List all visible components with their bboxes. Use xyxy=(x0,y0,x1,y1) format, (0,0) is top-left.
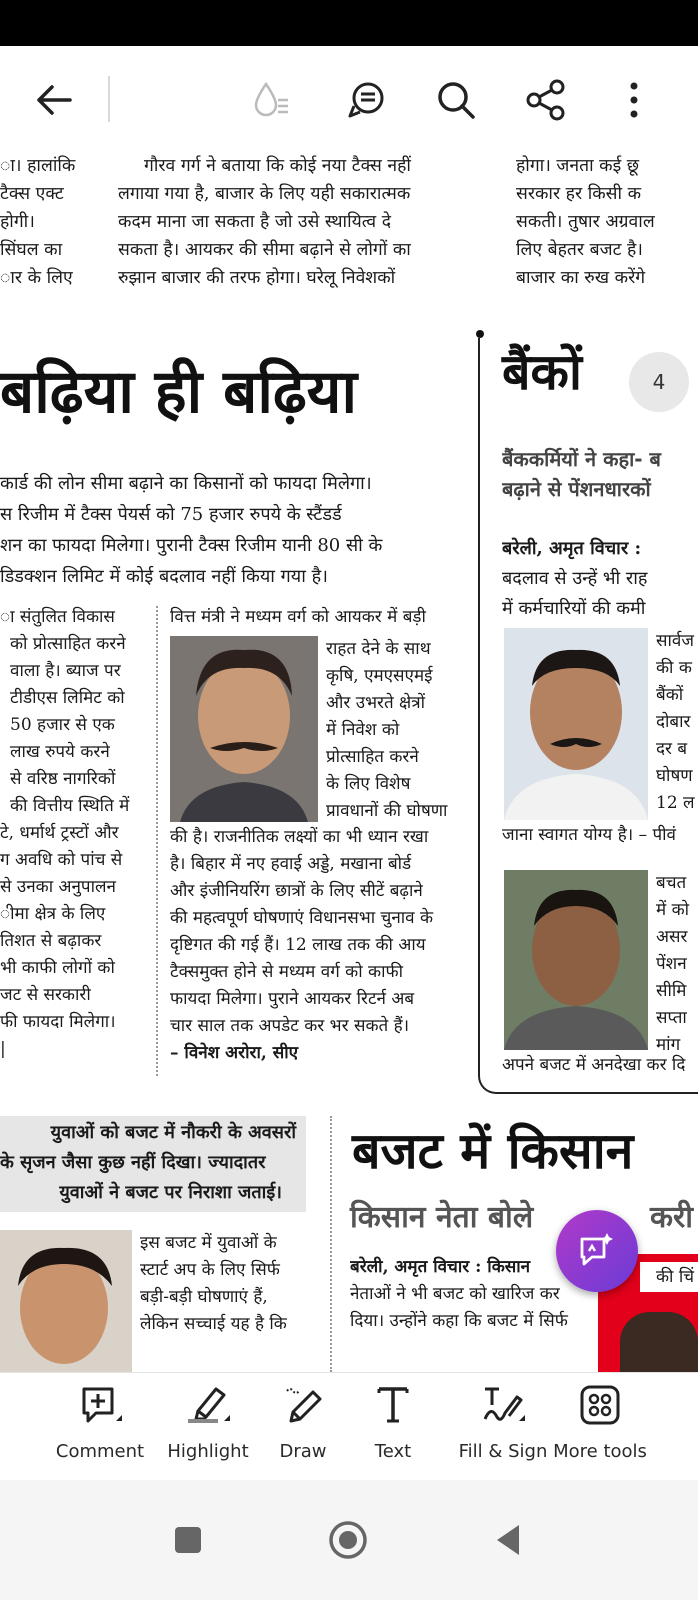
text-line: फी फायदा मिलेगा। xyxy=(0,1012,116,1032)
grid-tools-icon xyxy=(576,1381,624,1429)
text-line: सरकार हर किसी क xyxy=(516,184,642,204)
more-vertical-icon[interactable] xyxy=(610,76,658,124)
text-line: ा संतुलित विकास xyxy=(0,607,115,627)
text-line: ा। हालांकि xyxy=(0,156,76,176)
text-line: ग अवधि को पांच से xyxy=(0,850,123,870)
text-line: सिंघल का xyxy=(0,240,63,260)
text-line: बरेली, अमृत विचार : किसान xyxy=(350,1257,531,1277)
top-toolbar xyxy=(0,46,698,152)
text-line: की है। राजनीतिक लक्ष्यों का भी ध्यान रखा xyxy=(170,827,429,847)
text-line: लगाया गया है, बाजार के लिए यही सकारात्मक xyxy=(118,184,411,204)
text-line: प्रावधानों की घोषणा xyxy=(326,801,448,821)
toolbar-divider xyxy=(108,76,110,122)
text-line: बदलाव से उन्हें भी राह xyxy=(502,568,648,589)
top-column-3 xyxy=(516,152,698,292)
text-line: डिडक्शन लिमिट में कोई बदलाव नहीं किया गया है। xyxy=(0,566,328,587)
text-line: राहत देने के साथ xyxy=(326,639,431,659)
right-side-text-1 xyxy=(656,628,698,817)
text-line: मांग xyxy=(656,1035,681,1055)
text-line: चार साल तक अपडेट कर भर सकते हैं। xyxy=(170,1016,410,1036)
text-line: कार्ड की लोन सीमा बढ़ाने का किसानों को फायदा मिलेगा। xyxy=(0,473,372,494)
pencil-draw-icon xyxy=(279,1381,327,1429)
text-line: लाख रुपये करने xyxy=(10,742,110,762)
text-line: कदम माना जा सकता है जो उसे स्थायित्व दे xyxy=(118,212,391,232)
text-line: रुझान बाजार की तरफ होगा। घरेलू निवेशकों xyxy=(118,268,396,288)
top-column-1 xyxy=(0,152,100,292)
bottom-toolbar xyxy=(0,1372,698,1480)
text-line: बैंकों xyxy=(656,685,684,705)
section-separator xyxy=(478,338,480,1074)
farmer-photo-partial xyxy=(620,1312,698,1372)
farmer-subheading-end: करी xyxy=(650,1200,694,1235)
recent-apps-icon[interactable] xyxy=(158,1510,218,1570)
text-line: तिशत से बढ़ाकर xyxy=(0,931,102,951)
text-line: कृषि, एमएसएमई xyxy=(326,666,433,686)
text-line: 12 ल xyxy=(656,793,695,813)
text-line: टैक्समुक्त होने से मध्यम वर्ग को काफी xyxy=(170,962,404,982)
text-line: इस बजट में युवाओं के xyxy=(140,1233,277,1253)
right-headline: बैंकों xyxy=(502,343,582,401)
text-line: जाना स्वागत योग्य है। – पीवं xyxy=(502,825,676,845)
text-line: फायदा मिलेगा। पुराने आयकर रिटर्न अब xyxy=(170,989,415,1009)
text-line: सीमि xyxy=(656,981,687,1001)
text-line: दृष्टिगत की गई हैं। 12 लाख तक की आय xyxy=(170,935,426,955)
reading-mode-icon[interactable] xyxy=(248,76,296,124)
text-line: को प्रोत्साहित करने xyxy=(10,634,126,654)
arrow-left-icon[interactable] xyxy=(30,76,78,124)
draw-label: Draw xyxy=(279,1441,327,1462)
text-line: बरेली, अमृत विचार : xyxy=(502,538,642,559)
text-line: टे, धर्मार्थ ट्रस्टों और xyxy=(0,823,119,843)
text-line: असर xyxy=(656,927,688,947)
home-icon[interactable] xyxy=(318,1510,378,1570)
text-line: की वित्तीय स्थिति में xyxy=(10,796,130,816)
text-line: टीडीएस लिमिट को xyxy=(10,688,125,708)
system-nav-bar xyxy=(0,1480,698,1600)
comment-tool[interactable] xyxy=(54,1373,146,1481)
person-photo-youth xyxy=(0,1230,132,1372)
text-line: बढ़ाने से पेंशनधारकों xyxy=(502,477,651,501)
main-headline: बढ़िया ही बढ़िया xyxy=(0,357,358,427)
column-divider xyxy=(330,1116,332,1372)
text-line: जट से सरकारी xyxy=(0,985,91,1005)
text-line: युवाओं ने बजट पर निराशा जताई। xyxy=(59,1182,282,1203)
text-line: की महत्वपूर्ण घोषणाएं विधानसभा चुनाव के xyxy=(170,908,434,928)
text-label: Text xyxy=(374,1441,412,1462)
text-tool[interactable] xyxy=(362,1373,424,1481)
text-line: ार के लिए xyxy=(0,268,73,288)
comments-list-icon[interactable] xyxy=(342,76,390,124)
youth-body xyxy=(140,1230,326,1338)
farmer-subheading: किसान नेता बोले xyxy=(350,1200,534,1235)
fill-sign-label: Fill & Sign xyxy=(458,1441,548,1462)
quote-block xyxy=(170,604,470,631)
lead-paragraph xyxy=(0,468,470,592)
text-line: पेंशन xyxy=(656,954,687,974)
text-line: वित्त मंत्री ने मध्यम वर्ग को आयकर में बड़ी xyxy=(170,607,426,627)
text-line: दिया। उन्होंने कहा कि बजट में सिर्फ xyxy=(350,1311,568,1331)
text-line: सप्ता xyxy=(656,1008,687,1028)
text-line: प्रोत्साहित करने xyxy=(326,747,419,767)
person-photo-bank-2 xyxy=(504,870,648,1050)
text-line: होगी। xyxy=(0,212,35,232)
text-line: सकती। तुषार अग्रवाल xyxy=(516,212,655,232)
highlight-tool[interactable] xyxy=(162,1373,254,1481)
right-caption-2 xyxy=(502,1052,698,1079)
text-line: स रिजीम में टैक्स पेयर्स को 75 हजार रुपये के स्टैंडर्ड xyxy=(0,504,342,525)
farmer-side-text: की चिं xyxy=(656,1267,695,1287)
search-icon[interactable] xyxy=(432,76,480,124)
text-line: में कर्मचारियों की कमी xyxy=(502,598,646,619)
person-photo-bank-1 xyxy=(504,628,648,820)
highlighter-icon xyxy=(184,1381,232,1429)
text-line: होगा। जनता कई छू xyxy=(516,156,640,176)
back-icon[interactable] xyxy=(478,1510,538,1570)
right-subheading xyxy=(502,444,698,504)
text-line: सकता है। आयकर की सीमा बढ़ाने से लोगों का xyxy=(118,240,411,260)
text-line: दर ब xyxy=(656,739,688,759)
right-side-text-2 xyxy=(656,870,698,1059)
text-line: सार्वज xyxy=(656,631,694,651)
text-line: युवाओं को बजट में नौकरी के अवसरों xyxy=(50,1122,296,1143)
youth-highlight-box xyxy=(0,1116,306,1212)
text-line: के सृजन जैसा कुछ नहीं दिखा। ज्यादातर xyxy=(0,1152,266,1173)
text-line: स्टार्ट अप के लिए सिर्फ xyxy=(140,1260,280,1280)
text-line: में को xyxy=(656,900,690,920)
text-line: भी काफी लोगों को xyxy=(0,958,115,978)
text-line: ीमा क्षेत्र के लिए xyxy=(0,904,106,924)
quote-byline: – विनेश अरोरा, सीए xyxy=(170,1043,299,1063)
person-photo-ca xyxy=(170,636,318,822)
separator-dot xyxy=(476,330,484,338)
share-icon[interactable] xyxy=(522,76,570,124)
text-line: लिए बेहतर बजट है। xyxy=(516,240,643,260)
left-column xyxy=(0,604,148,1063)
text-line: घोषण xyxy=(656,766,693,786)
comment-add-icon xyxy=(76,1381,124,1429)
document-page[interactable] xyxy=(0,152,698,1372)
top-column-2 xyxy=(118,152,488,292)
text-line: टैक्स एक्ट xyxy=(0,184,64,204)
right-body xyxy=(502,534,698,624)
text-line: 50 हजार से एक xyxy=(10,715,115,735)
text-line: अपने बजट में अनदेखा कर दि xyxy=(502,1055,686,1075)
more-tools-label: More tools xyxy=(553,1441,647,1462)
text-line: के लिए विशेष xyxy=(326,774,411,794)
text-line: दोबार xyxy=(656,712,691,732)
text-line: और इंजीनियरिंग छात्रों के लिए सीटें बढ़ाने xyxy=(170,881,423,901)
page-number-badge: 4 xyxy=(629,352,689,412)
text-line: गौरव गर्ग ने बताया कि कोई नया टैक्स नहीं xyxy=(144,156,411,176)
draw-tool[interactable] xyxy=(272,1373,334,1481)
comment-label: Comment xyxy=(55,1441,145,1462)
fill-sign-tool[interactable] xyxy=(448,1373,558,1481)
highlight-label: Highlight xyxy=(167,1441,249,1462)
right-caption-1 xyxy=(502,822,698,849)
column-divider xyxy=(156,606,158,1076)
ai-assistant-button[interactable] xyxy=(556,1210,638,1292)
text-line: | xyxy=(0,1039,6,1059)
farmer-headline: बजट में किसान xyxy=(352,1122,634,1180)
text-line: है। बिहार में नए हवाई अड्डे, मखाना बोर्ड xyxy=(170,854,412,874)
text-line: और उभरते क्षेत्रों xyxy=(326,693,426,713)
more-tools-button[interactable] xyxy=(550,1373,650,1481)
text-line: में निवेश को xyxy=(326,720,400,740)
text-line: बड़ी-बड़ी घोषणाएं हैं, xyxy=(140,1287,268,1307)
text-line: से वरिष्ठ नागरिकों xyxy=(10,769,116,789)
text-line: की क xyxy=(656,658,692,678)
text-line: वाला है। ब्याज पर xyxy=(10,661,121,681)
status-bar xyxy=(0,0,698,46)
text-line: से उनका अनुपालन xyxy=(0,877,116,897)
text-icon xyxy=(369,1381,417,1429)
quote-side-text xyxy=(326,636,476,825)
text-line: बचत xyxy=(656,873,687,893)
text-line: शन का फायदा मिलेगा। पुरानी टैक्स रिजीम यानी 80 सी के xyxy=(0,535,383,556)
quote-body xyxy=(170,824,470,1067)
text-line: बैंककर्मियों ने कहा- ब xyxy=(502,447,661,471)
text-line: लेकिन सच्चाई यह है कि xyxy=(140,1314,287,1334)
text-line: बाजार का रुख करेंगे xyxy=(516,268,646,288)
text-line: नेताओं ने भी बजट को खारिज कर xyxy=(350,1284,560,1304)
fill-sign-icon xyxy=(479,1381,527,1429)
